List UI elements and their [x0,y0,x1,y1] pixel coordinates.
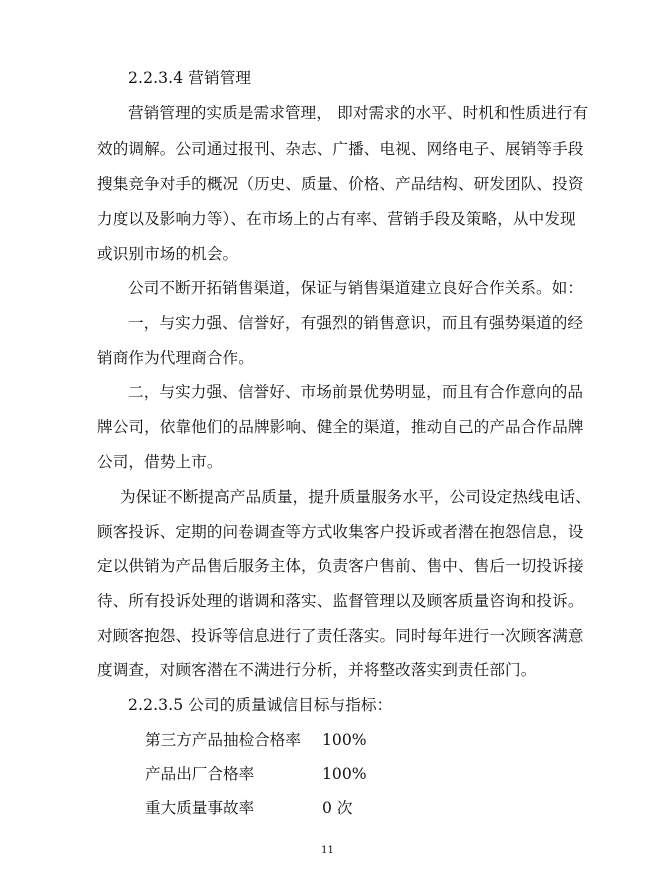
paragraph-line: 公司，借势上市。 [97,453,223,471]
paragraph-line: 为保证不断提高产品质量，提升质量服务水平，公司设定热线电话、 [120,488,591,506]
paragraph-line: 销商作为代理商合作。 [97,349,254,367]
indicator-row [145,764,367,784]
paragraph-line: 二，与实力强、信誉好、市场前景优势明显，而且有合作意向的品 [128,383,584,401]
paragraph-line: 公司不断开拓销售渠道，保证与销售渠道建立良好合作关系。如： [128,279,584,297]
indicator-value: 100% [322,731,367,749]
indicator-value: 0 次 [322,799,353,817]
paragraph-line: 一，与实力强、信誉好，有强烈的销售意识，而且有强势渠道的经 [128,314,584,332]
paragraph-line: 牌公司，依靠他们的品牌影响、健全的渠道，推动自己的产品合作品牌 [97,418,584,436]
section-heading-marketing: 2.2.3.4 营销管理 [128,69,252,87]
paragraph-line: 对顾客抱怨、投诉等信息进行了责任落实。同时每年进行一次顾客满意 [97,627,584,645]
paragraph-line: 待、所有投诉处理的谐调和落实、监督管理以及顾客质量咨询和投诉。 [97,592,584,610]
indicator-label: 第三方产品抽检合格率 [145,731,301,749]
paragraph-line: 度调查，对顾客潜在不满进行分析，并将整改落实到责任部门。 [97,661,537,679]
paragraph-line: 力度以及影响力等）、在市场上的占有率、营销手段及策略，从中发现 [97,210,576,228]
indicator-label: 重大质量事故率 [145,799,255,817]
paragraph-line: 效的调解。公司通过报刊、杂志、广播、电视、网络电子、展销等手段 [97,140,584,158]
indicator-label: 产品出厂合格率 [145,765,255,783]
paragraph-line: 营销管理的实质是需求管理， 即对需求的水平、时机和性质进行有 [128,104,589,122]
paragraph-line: 搜集竞争对手的概况（历史、质量、价格、产品结构、研发团队、投资 [97,175,584,193]
indicator-row [145,798,353,818]
paragraph-line: 定以供销为产品售后服务主体，负责客户售前、售中、售后一切投诉接 [97,557,584,575]
indicator-row [145,730,367,750]
page-number: 11 [321,845,334,856]
paragraph-line: 或识别市场的机会。 [97,245,239,263]
indicator-value: 100% [322,765,367,783]
paragraph-line: 顾客投诉、定期的问卷调查等方式收集客户投诉或者潜在抱怨信息，设 [97,523,584,541]
section-heading-quality-targets: 2.2.3.5 公司的质量诚信目标与指标： [128,696,393,714]
